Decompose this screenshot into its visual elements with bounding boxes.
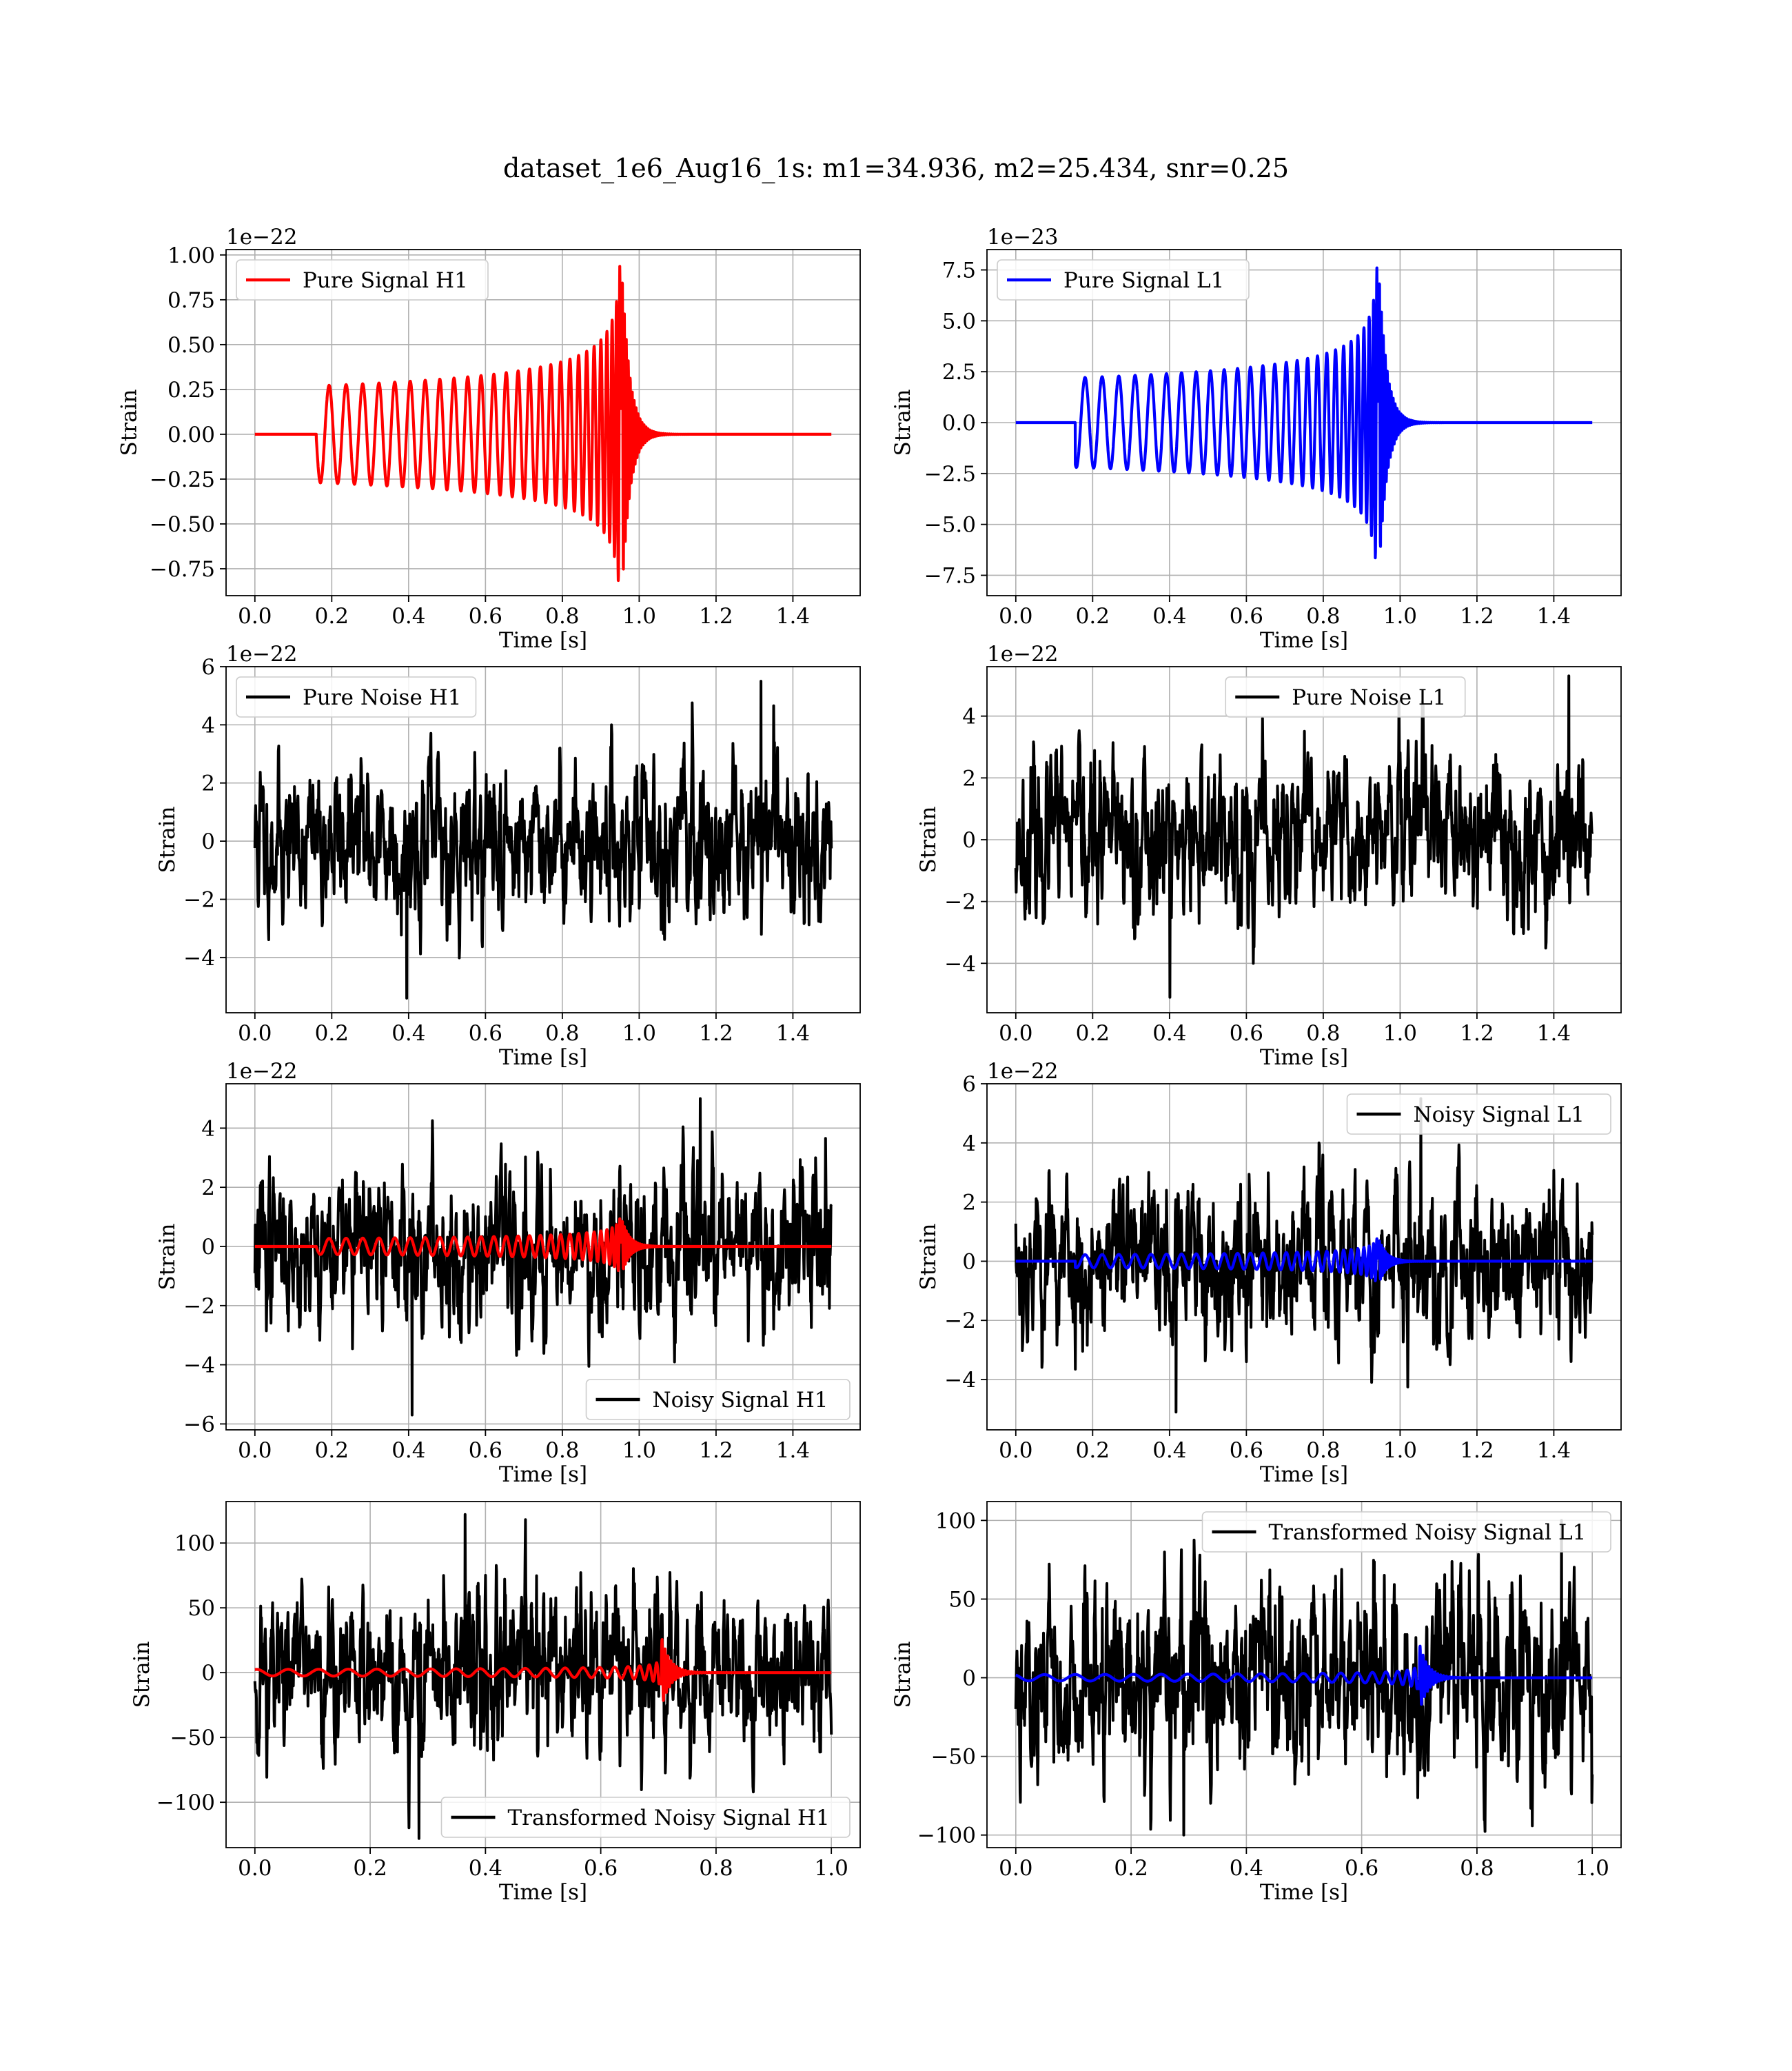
y-tick-label: 7.5 (941, 258, 976, 283)
series-line-pure-noise-h1 (255, 681, 831, 998)
x-tick-label: 1.4 (775, 1021, 811, 1046)
x-tick-label: 0.4 (391, 604, 426, 629)
y-tick-label: −2 (183, 887, 215, 913)
legend (442, 1797, 851, 1837)
y-axis-label: Strain (916, 806, 941, 873)
y-tick-label: −7.5 (924, 563, 976, 589)
x-tick-label: 1.4 (1536, 604, 1571, 629)
legend-label: Pure Noise H1 (303, 685, 462, 710)
x-tick-label: 0.6 (1229, 1438, 1264, 1463)
x-tick-label: 0.6 (1229, 604, 1264, 629)
x-tick-label: 0.0 (999, 604, 1033, 629)
x-axis-label: Time [s] (1259, 1462, 1349, 1487)
y-tick-label: −0.50 (150, 512, 215, 537)
plot-area (255, 681, 831, 998)
y-tick-label: −4 (944, 1368, 976, 1393)
x-tick-label: 1.4 (1536, 1438, 1571, 1463)
x-tick-label: 0.0 (238, 1856, 272, 1881)
x-tick-label: 0.2 (314, 1021, 349, 1046)
x-tick-label: 1.0 (1383, 1438, 1418, 1463)
y-tick-label: −4 (183, 945, 215, 971)
y-tick-label: −100 (156, 1790, 215, 1816)
x-tick-label: 0.2 (314, 1438, 349, 1463)
legend-label: Pure Noise L1 (1292, 685, 1447, 710)
legend (587, 1380, 851, 1420)
y-tick-label: 0 (962, 828, 976, 853)
series-line-pure-noise-l1 (1016, 676, 1592, 997)
x-tick-label: 1.2 (1460, 1021, 1494, 1046)
x-tick-label: 1.2 (699, 604, 733, 629)
legend-label: Noisy Signal H1 (652, 1388, 828, 1413)
x-tick-label: 0.0 (999, 1856, 1033, 1881)
x-tick-label: 1.4 (775, 604, 811, 629)
x-tick-label: 0.2 (1075, 604, 1110, 629)
x-axis-label: Time [s] (498, 1880, 588, 1905)
y-tick-label: 0.75 (167, 287, 215, 313)
y-tick-label: −2 (183, 1293, 215, 1319)
y-tick-label: 2 (962, 766, 976, 791)
y-offset-text: 1e−23 (987, 225, 1059, 250)
series-line-noisy-signal-h1 (255, 1099, 831, 1415)
x-tick-label: 0.6 (468, 1438, 503, 1463)
y-tick-label: −50 (930, 1744, 976, 1770)
y-tick-label: 0.50 (167, 332, 215, 358)
x-tick-label: 0.2 (1114, 1856, 1148, 1881)
x-tick-label: 0.4 (391, 1438, 426, 1463)
x-tick-label: 0.6 (468, 604, 503, 629)
x-axis-label: Time [s] (1259, 628, 1349, 653)
x-tick-label: 0.4 (1152, 1438, 1187, 1463)
x-tick-label: 0.0 (999, 1021, 1033, 1046)
y-tick-label: −0.25 (150, 467, 215, 492)
x-axis-label: Time [s] (498, 1045, 588, 1070)
y-tick-label: −5.0 (924, 512, 976, 538)
plot-area (1016, 676, 1592, 997)
plot-area (255, 266, 831, 580)
plot-area (255, 1099, 831, 1415)
x-tick-label: 1.4 (1536, 1021, 1571, 1046)
y-tick-label: 2 (962, 1190, 976, 1215)
x-tick-label: 0.8 (1306, 1021, 1341, 1046)
x-tick-label: 1.2 (699, 1021, 733, 1046)
y-axis-label: Strain (155, 1223, 180, 1291)
x-tick-label: 0.0 (238, 1438, 272, 1463)
legend-label: Transformed Noisy Signal H1 (507, 1806, 830, 1830)
y-tick-label: −100 (917, 1823, 976, 1848)
legend-label: Transformed Noisy Signal L1 (1268, 1520, 1587, 1545)
legend-label: Noisy Signal L1 (1413, 1102, 1585, 1127)
y-tick-label: 0 (201, 1661, 215, 1686)
series-line-pure-signal-h1 (255, 266, 831, 580)
y-tick-label: −2 (944, 1309, 976, 1334)
y-tick-label: 2.5 (941, 360, 976, 385)
y-tick-label: 0.25 (167, 377, 215, 403)
y-tick-label: −2.5 (924, 461, 976, 487)
x-tick-label: 0.0 (238, 1021, 272, 1046)
y-tick-label: −50 (170, 1726, 215, 1751)
y-tick-label: 0.00 (167, 422, 215, 447)
y-tick-label: −4 (183, 1353, 215, 1378)
figure-title: dataset_1e6_Aug16_1s: m1=34.936, m2=25.434, snr=0.25 (502, 153, 1290, 183)
series-line-transformed-noisy-signal-h1 (255, 1515, 831, 1839)
legend (1203, 1512, 1611, 1552)
subplot-pure-noise-h1 (155, 642, 860, 1070)
x-axis-label: Time [s] (498, 628, 588, 653)
y-tick-label: 50 (948, 1587, 976, 1613)
x-tick-label: 1.4 (775, 1438, 811, 1463)
x-tick-label: 1.0 (1575, 1856, 1609, 1881)
y-tick-label: 100 (935, 1508, 976, 1534)
x-tick-label: 0.4 (1152, 604, 1187, 629)
x-tick-label: 0.8 (545, 604, 580, 629)
x-tick-label: 0.8 (545, 1021, 580, 1046)
x-tick-label: 1.2 (1460, 1438, 1494, 1463)
plot-area (1016, 1520, 1592, 1835)
subplot-transformed-noisy-signal-l1 (890, 1502, 1621, 1905)
plot-area (1016, 1099, 1592, 1413)
subplot-noisy-signal-l1 (916, 1059, 1621, 1487)
y-tick-label: 0 (201, 1234, 215, 1260)
subplot-transformed-noisy-signal-h1 (130, 1502, 860, 1905)
y-offset-text: 1e−22 (226, 1059, 298, 1084)
x-tick-label: 0.2 (314, 604, 349, 629)
plot-area (255, 1515, 831, 1839)
y-tick-label: −0.75 (150, 556, 215, 582)
y-tick-label: 2 (201, 1175, 215, 1201)
subplot-pure-signal-l1 (890, 225, 1621, 653)
x-tick-label: 1.0 (622, 1021, 657, 1046)
y-tick-label: 100 (174, 1531, 215, 1557)
y-tick-label: 5.0 (941, 309, 976, 334)
y-offset-text: 1e−22 (226, 225, 298, 250)
y-tick-label: 4 (201, 1116, 215, 1142)
x-tick-label: 1.0 (1383, 604, 1418, 629)
x-tick-label: 0.8 (699, 1856, 733, 1881)
x-tick-label: 1.0 (622, 604, 657, 629)
x-tick-label: 0.0 (238, 604, 272, 629)
legend (1225, 677, 1465, 717)
y-axis-label: Strain (890, 389, 915, 456)
y-tick-label: 4 (962, 1131, 976, 1156)
x-axis-label: Time [s] (1259, 1045, 1349, 1070)
x-tick-label: 0.8 (1460, 1856, 1494, 1881)
legend-label: Pure Signal H1 (303, 268, 468, 293)
x-tick-label: 1.0 (622, 1438, 657, 1463)
legend (236, 677, 476, 717)
series-line-pure-signal-l1 (1016, 268, 1592, 558)
x-tick-label: 0.6 (583, 1856, 618, 1881)
x-tick-label: 1.2 (699, 1438, 733, 1463)
x-tick-label: 0.6 (468, 1021, 503, 1046)
x-tick-label: 1.0 (1383, 1021, 1418, 1046)
x-axis-label: Time [s] (498, 1462, 588, 1487)
y-axis-label: Strain (916, 1223, 941, 1291)
x-tick-label: 0.6 (1344, 1856, 1379, 1881)
legend-label: Pure Signal L1 (1063, 268, 1225, 293)
y-tick-label: 0 (962, 1249, 976, 1275)
plot-area (1016, 268, 1592, 558)
subplot-pure-signal-h1 (117, 225, 861, 653)
x-axis-label: Time [s] (1259, 1880, 1349, 1905)
x-tick-label: 0.4 (1152, 1021, 1187, 1046)
x-tick-label: 0.6 (1229, 1021, 1264, 1046)
y-axis-label: Strain (116, 389, 142, 456)
y-axis-label: Strain (890, 1641, 915, 1708)
x-tick-label: 0.8 (1306, 1438, 1341, 1463)
y-tick-label: −6 (183, 1412, 215, 1437)
y-tick-label: 1.00 (167, 243, 215, 268)
x-tick-label: 0.2 (1075, 1438, 1110, 1463)
y-tick-label: 50 (187, 1596, 215, 1622)
y-tick-label: 2 (201, 771, 215, 796)
legend (1347, 1094, 1611, 1134)
legend (236, 260, 488, 300)
subplot-pure-noise-l1 (916, 642, 1621, 1070)
y-tick-label: 6 (201, 655, 215, 680)
y-tick-label: 4 (962, 704, 976, 729)
x-tick-label: 1.2 (1460, 604, 1494, 629)
y-tick-label: 6 (962, 1072, 976, 1097)
y-axis-label: Strain (155, 806, 180, 873)
y-tick-label: 0 (962, 1666, 976, 1691)
x-tick-label: 0.4 (391, 1021, 426, 1046)
y-offset-text: 1e−22 (987, 642, 1059, 667)
x-tick-label: 0.8 (1306, 604, 1341, 629)
y-offset-text: 1e−22 (987, 1059, 1059, 1084)
x-tick-label: 1.0 (814, 1856, 848, 1881)
y-tick-label: 0.0 (941, 411, 976, 436)
x-tick-label: 0.8 (545, 1438, 580, 1463)
x-tick-label: 0.0 (999, 1438, 1033, 1463)
x-tick-label: 0.2 (1075, 1021, 1110, 1046)
x-tick-label: 0.2 (353, 1856, 387, 1881)
y-tick-label: −2 (944, 889, 976, 915)
legend (997, 260, 1249, 300)
y-offset-text: 1e−22 (226, 642, 298, 667)
subplot-noisy-signal-h1 (155, 1059, 860, 1487)
y-tick-label: 0 (201, 829, 215, 855)
y-tick-label: −4 (944, 951, 976, 977)
y-tick-label: 4 (201, 713, 215, 738)
x-tick-label: 0.4 (1229, 1856, 1264, 1881)
x-tick-label: 0.4 (468, 1856, 503, 1881)
y-axis-label: Strain (130, 1641, 154, 1708)
